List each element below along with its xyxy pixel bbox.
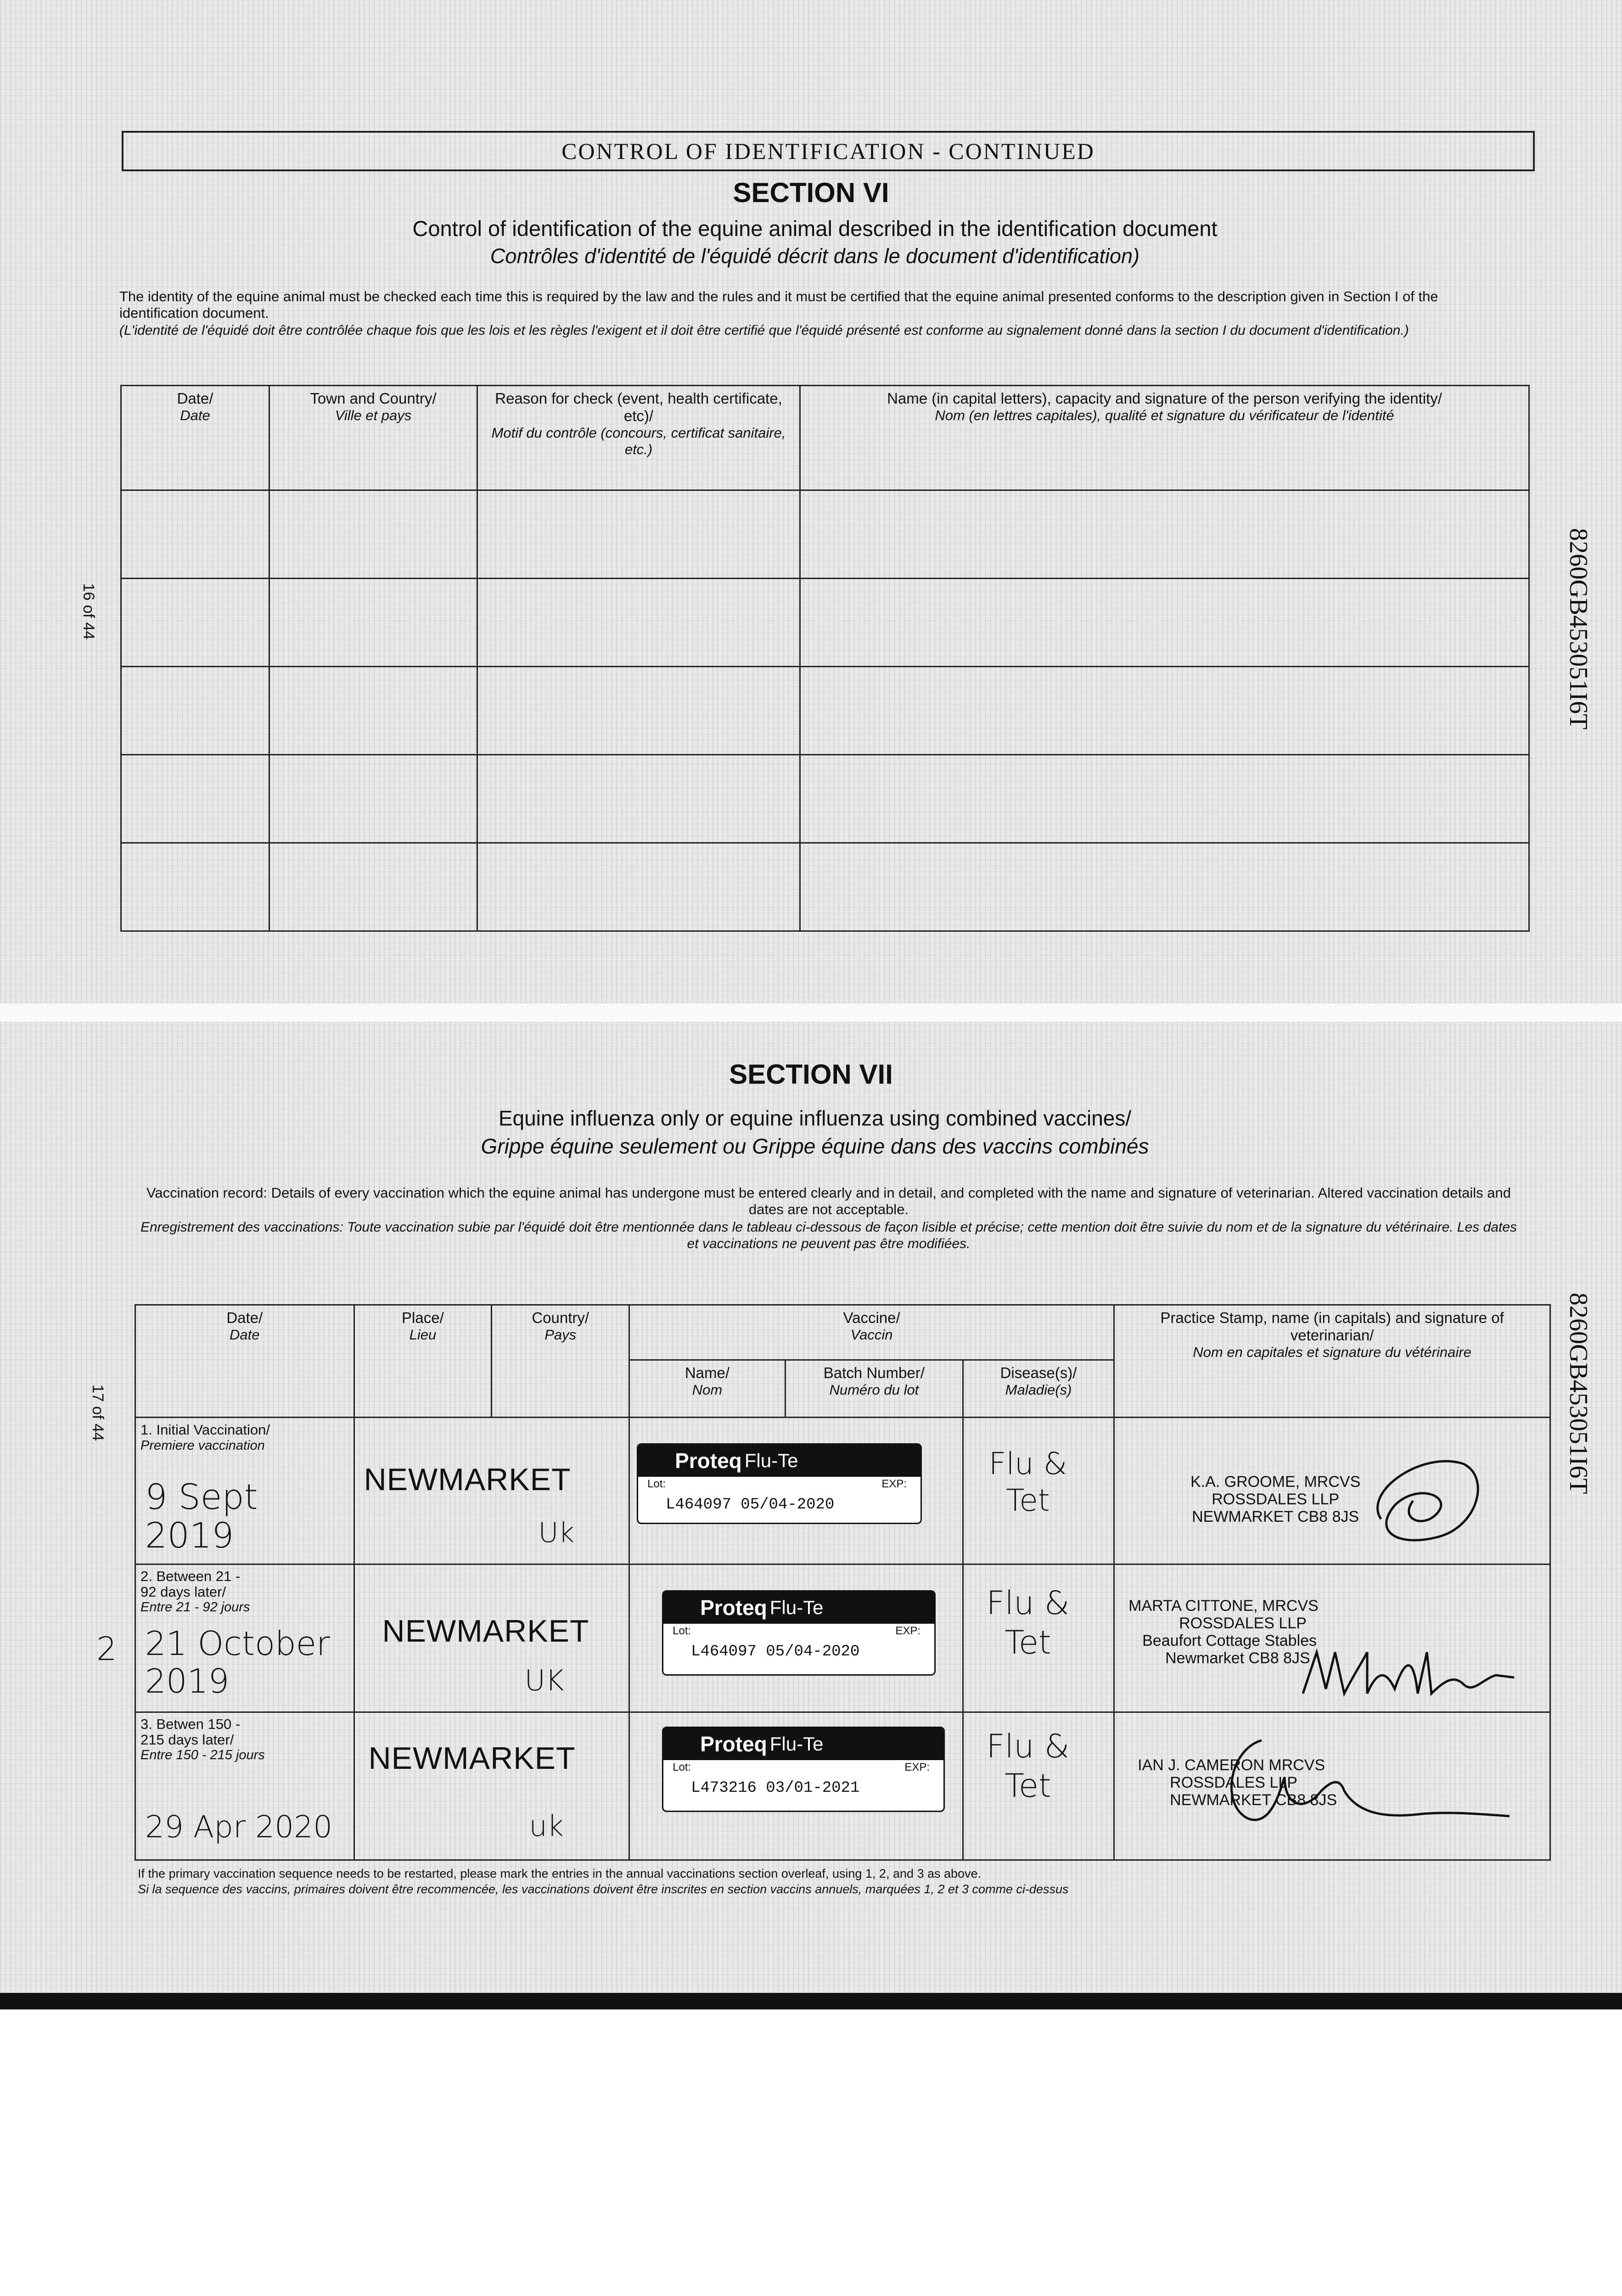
- vaccine-sticker-cell[interactable]: [629, 1564, 963, 1712]
- table-header-row: [121, 386, 1529, 490]
- table-row[interactable]: [121, 490, 1529, 579]
- margin-mark: 2: [96, 1630, 117, 1668]
- blank-area: [0, 2009, 1622, 2296]
- disease-handwritten: Flu & Tet: [986, 1584, 1070, 1661]
- vet-stamp: MARTA CITTONE, MRCVS ROSSDALES LLP Beaufort Cottage Stables Newmarket CB8 8JS: [1128, 1597, 1319, 1667]
- col-town-country: Town and Country/ Ville et pays: [269, 386, 477, 490]
- table-row[interactable]: [135, 1712, 1550, 1860]
- disease-handwritten: Flu & Tet: [988, 1446, 1067, 1518]
- section-vi-subtitle-fr: Contrôles d'identité de l'équidé décrit dans le document d'identification): [490, 244, 1140, 268]
- section-vi-header-box: CONTROL OF IDENTIFICATION - CONTINUED: [122, 131, 1535, 171]
- date-handwritten: 29 Apr 2020: [145, 1809, 333, 1845]
- col-vaccine-name: Name/ Nom: [629, 1360, 786, 1418]
- place-handwritten: NEWMARKET: [368, 1741, 576, 1776]
- passport-side-code: 8260GB453051I6T: [1564, 1293, 1593, 1494]
- page-number: 17 of 44: [89, 1384, 107, 1441]
- place-country-cell[interactable]: [354, 1564, 629, 1712]
- vet-signature-icon: [1298, 1634, 1519, 1707]
- date-cell[interactable]: 3. Betwen 150 - 215 days later/ Entre 150 - 215 jours 29 Apr 2020: [135, 1712, 354, 1860]
- lot-number: L473216 03/01-2021: [691, 1779, 860, 1797]
- col-vaccine: Vaccine/ Vaccin: [629, 1305, 1114, 1360]
- section-vii-instruction-en: Vaccination record: Details of every vaccination which the equine animal has undergone must be entered clearly and in detail, and completed with the name and signature of veterinarian. Altered vaccination details and dates are not acceptable.: [146, 1185, 1511, 1217]
- place-handwritten: NEWMARKET: [382, 1614, 589, 1649]
- vaccine-sticker: Proteq Flu-Te Lot: EXP: L464097 05/04-2020: [662, 1590, 936, 1676]
- vet-stamp-cell[interactable]: [1114, 1564, 1550, 1712]
- section-vii-footer-fr: Si la sequence des vaccins, primaires doivent être recommencée, les vaccinations doivent être inscrites en section vaccins annuels, marquées 1, 2 et 3 comme ci-dessus: [138, 1882, 1069, 1896]
- col-place: Place/ Lieu: [354, 1305, 492, 1418]
- col-reason: Reason for check (event, health certificate, etc)/ Motif du contrôle (concours, certificat sanitaire, etc.): [477, 386, 800, 490]
- col-date: Date/ Date: [135, 1305, 354, 1418]
- vaccine-sticker-cell[interactable]: [629, 1712, 963, 1860]
- disease-handwritten: Flu & Tet: [986, 1728, 1070, 1805]
- disease-cell[interactable]: [963, 1712, 1114, 1860]
- page-number: 16 of 44: [80, 583, 97, 640]
- scan-gap: [0, 1003, 1622, 1022]
- col-date: Date/ Date: [121, 386, 269, 490]
- section-vi-subtitle-en: Control of identification of the equine animal described in the identification document: [412, 216, 1218, 241]
- disease-cell[interactable]: [963, 1564, 1114, 1712]
- vaccination-table: [135, 1304, 1551, 1861]
- vet-stamp: K.A. GROOME, MRCVS ROSSDALES LLP NEWMARKET CB8 8JS: [1190, 1473, 1361, 1525]
- vet-signature-icon: [1193, 1722, 1514, 1841]
- section-vi-instruction-fr: (L'identité de l'équidé doit être contrôlée chaque fois que les lois et les règles l'exigent et il doit être certifié que l'équidé présenté est conforme au signalement donné dans la section I du document d'identification.): [119, 323, 1409, 338]
- lot-number: L464097 05/04-2020: [691, 1643, 860, 1660]
- page-section-vi: [0, 0, 1622, 1003]
- table-row[interactable]: [135, 1418, 1550, 1564]
- section-vii-instruction-fr: Enregistrement des vaccinations: Toute vaccination subie par l'équidé doit être mentionnée dans le tableau ci-dessous de façon lisible et précise; cette mention doit être suivie du nom et de la signature du vétérinaire. Les dates et vaccinations ne peuvent pas être modifiées.: [140, 1220, 1517, 1251]
- section-vii-title: SECTION VII: [729, 1059, 893, 1090]
- place-handwritten: NEWMARKET: [364, 1462, 571, 1497]
- date-cell[interactable]: 2. Between 21 - 92 days later/ Entre 21 - 92 jours 21 October 2019: [135, 1564, 354, 1712]
- vaccine-sticker: Proteq Flu-Te Lot: EXP: L464097 05/04-2020: [637, 1443, 922, 1524]
- date-handwritten: 21 October 2019: [145, 1624, 330, 1700]
- col-practice-stamp: Practice Stamp, name (in capitals) and signature of veterinarian/ Nom en capitales et signature du vétérinaire: [1114, 1305, 1550, 1418]
- scan-edge: [0, 1993, 1622, 2009]
- place-country-cell[interactable]: [354, 1418, 629, 1564]
- col-disease: Disease(s)/ Maladie(s): [963, 1360, 1114, 1418]
- table-row[interactable]: [135, 1564, 1550, 1712]
- table-row[interactable]: [121, 843, 1529, 931]
- col-country: Country/ Pays: [492, 1305, 629, 1418]
- date-cell[interactable]: 1. Initial Vaccination/ Premiere vaccination 9 Sept 2019: [135, 1418, 354, 1564]
- vet-stamp-cell[interactable]: [1114, 1712, 1550, 1860]
- table-row[interactable]: [121, 579, 1529, 667]
- passport-side-code: 8260GB453051I6T: [1564, 528, 1593, 730]
- vaccine-sticker: Proteq Flu-Te Lot: EXP: L473216 03/01-2021: [662, 1727, 945, 1812]
- country-handwritten: Uk: [538, 1517, 575, 1549]
- table-row[interactable]: [121, 755, 1529, 843]
- disease-cell[interactable]: [963, 1418, 1114, 1564]
- country-handwritten: uk: [529, 1809, 564, 1843]
- identification-check-table: [120, 385, 1530, 932]
- vet-stamp-cell[interactable]: [1114, 1418, 1550, 1564]
- vaccine-sticker-cell[interactable]: [629, 1418, 963, 1564]
- page-section-vii: [0, 1022, 1622, 1993]
- place-country-cell[interactable]: [354, 1712, 629, 1860]
- section-vi-instruction-en: The identity of the equine animal must be checked each time this is required by the law and the rules and it must be certified that the equine animal presented conforms to the description given in Section I of the identification document.: [119, 288, 1438, 321]
- table-row[interactable]: [121, 667, 1529, 755]
- section-vii-footer-en: If the primary vaccination sequence needs to be restarted, please mark the entries in the annual vaccinations section overleaf, using 1, 2, and 3 as above.: [138, 1867, 982, 1880]
- date-handwritten: 9 Sept 2019: [145, 1476, 258, 1556]
- col-verifier: Name (in capital letters), capacity and signature of the person verifying the identity/ Nom (en lettres capitales), qualité et signature du vérificateur de l'identité: [800, 386, 1529, 490]
- section-vii-subtitle-fr: Grippe équine seulement ou Grippe équine dans des vaccins combinés: [481, 1134, 1149, 1158]
- lot-number: L464097 05/04-2020: [666, 1496, 835, 1514]
- country-handwritten: UK: [524, 1664, 564, 1697]
- vet-stamp: IAN J. CAMERON MRCVS ROSSDALES LLP NEWMARKET CB8 8JS: [1138, 1756, 1337, 1809]
- section-vii-subtitle-en: Equine influenza only or equine influenza using combined vaccines/: [498, 1106, 1132, 1130]
- vet-signature-icon: [1353, 1436, 1491, 1551]
- col-batch-number: Batch Number/ Numéro du lot: [785, 1360, 963, 1418]
- section-vi-title: SECTION VI: [733, 177, 889, 208]
